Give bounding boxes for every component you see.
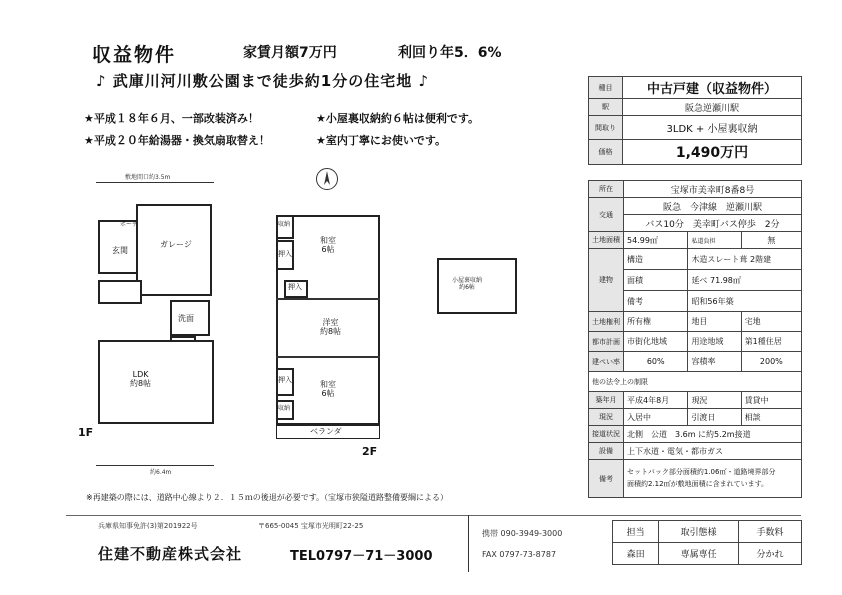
land-value: 54.99㎡ (624, 232, 688, 249)
dim-bottom: 約6.4m (150, 469, 172, 476)
closet-2f-1-label: 収納 (278, 221, 291, 228)
remarks-line2: 面積約2.12㎡が敷地面積に含まれています。 (627, 479, 769, 488)
washroom-label: 洗面 (178, 314, 194, 323)
rights-value: 所有権 (624, 312, 688, 332)
status-value: 賃貸中 (741, 392, 801, 409)
coverage-label: 建ぺい率 (589, 352, 624, 372)
zone-label: 用途地域 (688, 332, 741, 352)
current-value: 入居中 (624, 409, 688, 426)
company-name: 住建不動産株式会社 (98, 545, 243, 563)
traffic-line1: 阪急 今津線 逆瀬川駅 (624, 198, 802, 215)
layout-label: 間取り (589, 116, 623, 140)
tel-text: TEL0797－71－3000 (290, 549, 433, 564)
legal-label: 他の法令上の制限 (589, 372, 802, 392)
compass-icon (316, 168, 338, 190)
address-value: 宝塚市美幸町8番8号 (624, 181, 802, 198)
address-label: 所在 (589, 181, 624, 198)
landcat-value: 宅地 (741, 312, 801, 332)
note-value: 昭和56年築 (688, 291, 802, 312)
wall-2f-a (276, 298, 380, 300)
feature-1: ★平成１８年６月、一部改装済み！ (84, 112, 259, 125)
rent-text: 家賃月額7万円 (243, 45, 337, 61)
agent-table (612, 520, 802, 565)
setback-label: 私道負担 (688, 232, 741, 249)
room1-label: 和室 6帖 (320, 236, 336, 255)
address-text: 〒665-0045 宝塚市光明町22-25 (258, 522, 364, 530)
footer-divider (468, 515, 469, 572)
feature-4: ★室内丁寧にお使いです。 (316, 134, 446, 147)
traffic-line2: バス10分 美幸町バス停歩 2分 (624, 215, 802, 232)
veranda-label: ベランダ (310, 427, 342, 436)
coverage-value: 60% (624, 352, 688, 372)
land-label: 土地面積 (589, 232, 624, 249)
spec-table-detail (588, 180, 802, 498)
floor-label: 面積 (624, 270, 688, 291)
entrance-label: 玄関 (112, 246, 128, 255)
remarks-label: 備考 (589, 460, 624, 498)
road-label: 接道状況 (589, 426, 624, 443)
mobile-text: 携帯 090-3949-3000 (482, 529, 563, 538)
landcat-label: 地目 (688, 312, 741, 332)
station-value: 阪急逆瀬川駅 (623, 99, 802, 116)
facility-label: 設備 (589, 443, 624, 460)
note-label: 備考 (624, 291, 688, 312)
building-label: 建物 (589, 249, 624, 312)
yield-text: 利回り年5．6% (398, 45, 502, 61)
closet-2f-4-label: 押入 (278, 376, 292, 384)
room2-label: 洋室 約8帖 (320, 318, 342, 337)
staff-label: 担当 (613, 521, 659, 543)
price-label: 価格 (589, 140, 623, 165)
garage-label: ガレージ (160, 240, 192, 249)
fax-text: FAX 0797-73-8787 (482, 550, 557, 559)
station-label: 駅 (589, 99, 623, 116)
type-label: 種目 (589, 77, 623, 99)
closet-2f-3-label: 押入 (288, 283, 302, 291)
dim-line-bottom (96, 465, 214, 466)
far-label: 容積率 (688, 352, 741, 372)
floor2-label: 2F (362, 445, 378, 458)
status-label: 現況 (688, 392, 741, 409)
facility-value: 上下水道・電気・都市ガス (624, 443, 802, 460)
wall-2f-b (276, 356, 380, 358)
zone-value: 第1種住居 (741, 332, 801, 352)
license-text: 兵庫県知事免許(3)第201922号 (98, 522, 198, 530)
closet-2f-5-label: 収納 (278, 405, 291, 412)
built-label: 築年月 (589, 392, 624, 409)
city-label: 都市計画 (589, 332, 624, 352)
structure-label: 構造 (624, 249, 688, 270)
type-value: 中古戸建（収益物件） (623, 77, 802, 99)
fee-label: 手数料 (738, 521, 801, 543)
mode-label: 取引態様 (659, 521, 739, 543)
closet-2f-2-label: 押入 (278, 250, 292, 258)
page-title: 収益物件 (92, 44, 177, 66)
garage-room (136, 204, 212, 296)
mode-value: 専属専任 (659, 543, 739, 565)
spec-table-top (588, 76, 802, 165)
floor1-label: 1F (78, 426, 94, 439)
road-value: 北側 公道 3.6m に約5.2m接道 (624, 426, 802, 443)
setback-value: 無 (741, 232, 801, 249)
far-value: 200% (741, 352, 801, 372)
rebuild-note: ※再建築の際には、道路中心線より２．１５ｍの後退が必要です。（宝塚市狭隘道路整備要綱による） (86, 493, 449, 502)
catch-copy: ♪ 武庫川河川敷公園まで徒歩約1分の住宅地 ♪ (96, 72, 430, 90)
remarks-line1: セットバック部分面積約1.06㎡・道路境界部分 (627, 468, 776, 477)
staff-value: 森田 (613, 543, 659, 565)
feature-3: ★平成２０年給湯器・換気扇取替え！ (84, 134, 270, 147)
rights-label: 土地権利 (589, 312, 624, 332)
porch-label: ポーチ (120, 221, 139, 228)
handover-value: 相談 (741, 409, 801, 426)
feature-2: ★小屋裏収納約６帖は便利です。 (316, 112, 479, 125)
traffic-label: 交通 (589, 198, 624, 232)
dim-top: 敷地間口約3.5m (125, 174, 171, 181)
built-value: 平成4年8月 (624, 392, 688, 409)
ldk-room (98, 340, 214, 424)
city-value: 市街化地域 (624, 332, 688, 352)
room3-label: 和室 6帖 (320, 380, 336, 399)
ldk-label: LDK 約8帖 (130, 370, 152, 389)
price-value: 1,490万円 (623, 140, 802, 165)
fee-value: 分かれ (738, 543, 801, 565)
layout-value: 3LDK + 小屋裏収納 (623, 116, 802, 140)
current-label: 現況 (589, 409, 624, 426)
structure-value: 木造スレート葺 2階建 (688, 249, 802, 270)
attic-label: 小屋裏収納 約6帖 (452, 277, 483, 291)
dim-line-top (96, 182, 214, 183)
floor-value: 延べ 71.98㎡ (688, 270, 802, 291)
stair-1f (98, 280, 142, 304)
handover-label: 引渡日 (688, 409, 741, 426)
